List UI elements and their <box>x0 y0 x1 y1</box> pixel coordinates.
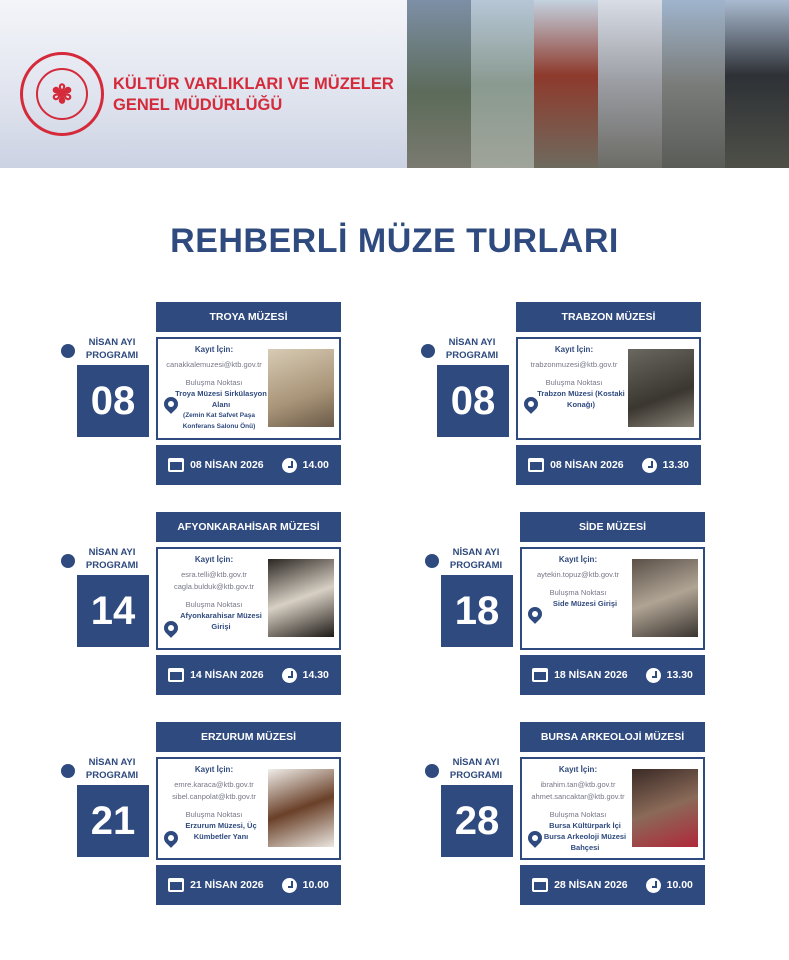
tour-card <box>421 302 789 502</box>
date-time-bar <box>156 865 341 905</box>
register-label: Kayıt İçin: <box>194 555 234 564</box>
bullet-dot <box>425 764 439 778</box>
program-label: NİSAN AYI PROGRAMI <box>449 547 503 571</box>
calendar-icon <box>168 668 184 682</box>
museum-artifact-photo <box>268 349 334 427</box>
tour-time: 10.00 <box>666 879 693 891</box>
museum-artifact-photo <box>632 559 698 637</box>
museum-artifact-photo <box>632 769 698 847</box>
museum-name: ERZURUM MÜZESİ <box>156 722 341 752</box>
program-label: NİSAN AYI PROGRAMI <box>85 547 139 571</box>
date-time-bar <box>520 865 705 905</box>
org-line-2: GENEL MÜDÜRLÜĞÜ <box>113 96 283 114</box>
tour-date: 18 NİSAN 2026 <box>554 669 628 681</box>
meeting-label: Buluşma Noktası <box>549 810 607 819</box>
registration-email[interactable]: ibrahim.tan@ktb.gov.tr <box>540 780 616 789</box>
date-time-bar <box>156 445 341 485</box>
date-time-bar <box>156 655 341 695</box>
calendar-icon <box>532 878 548 892</box>
header-banner <box>0 0 789 168</box>
tour-time: 13.30 <box>662 459 689 471</box>
day-number: 28 <box>441 785 513 857</box>
registration-email[interactable]: cagla.bulduk@ktb.gov.tr <box>173 582 255 591</box>
museum-photo-collage <box>407 0 789 168</box>
tour-info-box <box>520 757 705 860</box>
organization-name <box>113 74 394 116</box>
museum-name: SİDE MÜZESİ <box>520 512 705 542</box>
tour-card <box>61 512 461 712</box>
registration-email[interactable]: sibel.canpolat@ktb.gov.tr <box>172 792 256 801</box>
meeting-label: Buluşma Noktası <box>185 378 243 387</box>
tour-date: 21 NİSAN 2026 <box>190 879 264 891</box>
register-label: Kayıt İçin: <box>558 555 598 564</box>
calendar-icon <box>528 458 544 472</box>
registration-email[interactable]: emre.karaca@ktb.gov.tr <box>174 780 254 789</box>
clock-icon <box>642 458 657 473</box>
tour-time: 14.30 <box>302 669 329 681</box>
museum-name: AFYONKARAHİSAR MÜZESİ <box>156 512 341 542</box>
bullet-dot <box>61 344 75 358</box>
org-line-1: KÜLTÜR VARLIKLARI VE MÜZELER <box>113 75 394 93</box>
bullet-dot <box>425 554 439 568</box>
registration-email[interactable]: aytekin.topuz@ktb.gov.tr <box>536 570 620 579</box>
tour-card <box>425 722 789 922</box>
tour-time: 10.00 <box>302 879 329 891</box>
clock-icon <box>646 668 661 683</box>
tour-date: 28 NİSAN 2026 <box>554 879 628 891</box>
day-number: 18 <box>441 575 513 647</box>
tour-info-box <box>156 757 341 860</box>
clock-icon <box>282 668 297 683</box>
meeting-note: (Zemin Kat Safvet Paşa Konferans Salonu Önü) <box>182 412 256 430</box>
clock-icon <box>646 878 661 893</box>
tour-info-box <box>516 337 701 440</box>
meeting-label: Buluşma Noktası <box>549 588 607 597</box>
meeting-point: Erzurum Müzesi, Üç Kümbetler Yanı <box>185 821 257 841</box>
day-number: 21 <box>77 785 149 857</box>
calendar-icon <box>532 668 548 682</box>
program-label: NİSAN AYI PROGRAMI <box>449 757 503 781</box>
tour-time: 13.30 <box>666 669 693 681</box>
clock-icon <box>282 458 297 473</box>
tour-info-box <box>156 337 341 440</box>
tour-date: 08 NİSAN 2026 <box>190 459 264 471</box>
program-label: NİSAN AYI PROGRAMI <box>85 337 139 361</box>
museum-name: BURSA ARKEOLOJİ MÜZESİ <box>520 722 705 752</box>
meeting-point: Trabzon Müzesi (Kostaki Konağı) <box>537 389 625 409</box>
museum-artifact-photo <box>268 769 334 847</box>
meeting-label: Buluşma Noktası <box>545 378 603 387</box>
tour-card <box>425 512 789 712</box>
date-time-bar <box>520 655 705 695</box>
museum-artifact-photo <box>268 559 334 637</box>
register-label: Kayıt İçin: <box>558 765 598 774</box>
tour-info-box <box>156 547 341 650</box>
day-number: 08 <box>77 365 149 437</box>
meeting-point: Bursa Kültürpark İçi Bursa Arkeoloji Müzesi Bahçesi <box>543 821 627 852</box>
meeting-point: Afyonkarahisar Müzesi Girişi <box>180 611 262 631</box>
museum-name: TROYA MÜZESİ <box>156 302 341 332</box>
register-label: Kayıt İçin: <box>194 345 234 354</box>
bullet-dot <box>61 764 75 778</box>
museum-name: TRABZON MÜZESİ <box>516 302 701 332</box>
tour-date: 08 NİSAN 2026 <box>550 459 624 471</box>
meeting-label: Buluşma Noktası <box>185 810 243 819</box>
clock-icon <box>282 878 297 893</box>
program-label: NİSAN AYI PROGRAMI <box>445 337 499 361</box>
page-title: REHBERLİ MÜZE TURLARI <box>170 222 619 260</box>
tour-card <box>61 302 461 502</box>
registration-email[interactable]: esra.telli@ktb.gov.tr <box>181 570 247 579</box>
calendar-icon <box>168 458 184 472</box>
registration-email[interactable]: ahmet.sancaktar@ktb.gov.tr <box>531 792 625 801</box>
program-label: NİSAN AYI PROGRAMI <box>85 757 139 781</box>
day-number: 08 <box>437 365 509 437</box>
bullet-dot <box>421 344 435 358</box>
day-number: 14 <box>77 575 149 647</box>
calendar-icon <box>168 878 184 892</box>
tour-time: 14.00 <box>302 459 329 471</box>
registration-email[interactable]: canakkalemuzesi@ktb.gov.tr <box>166 360 262 369</box>
meeting-point: Side Müzesi Girişi <box>552 599 618 608</box>
tour-date: 14 NİSAN 2026 <box>190 669 264 681</box>
date-time-bar <box>516 445 701 485</box>
bullet-dot <box>61 554 75 568</box>
tour-card <box>61 722 461 922</box>
ministry-seal-logo: ✾ <box>20 52 104 136</box>
meeting-point: Troya Müzesi Sirkülasyon Alanı <box>175 389 267 409</box>
register-label: Kayıt İçin: <box>554 345 594 354</box>
registration-email[interactable]: trabzonmuzesi@ktb.gov.tr <box>530 360 618 369</box>
tour-info-box <box>520 547 705 650</box>
museum-artifact-photo <box>628 349 694 427</box>
register-label: Kayıt İçin: <box>194 765 234 774</box>
meeting-label: Buluşma Noktası <box>185 600 243 609</box>
